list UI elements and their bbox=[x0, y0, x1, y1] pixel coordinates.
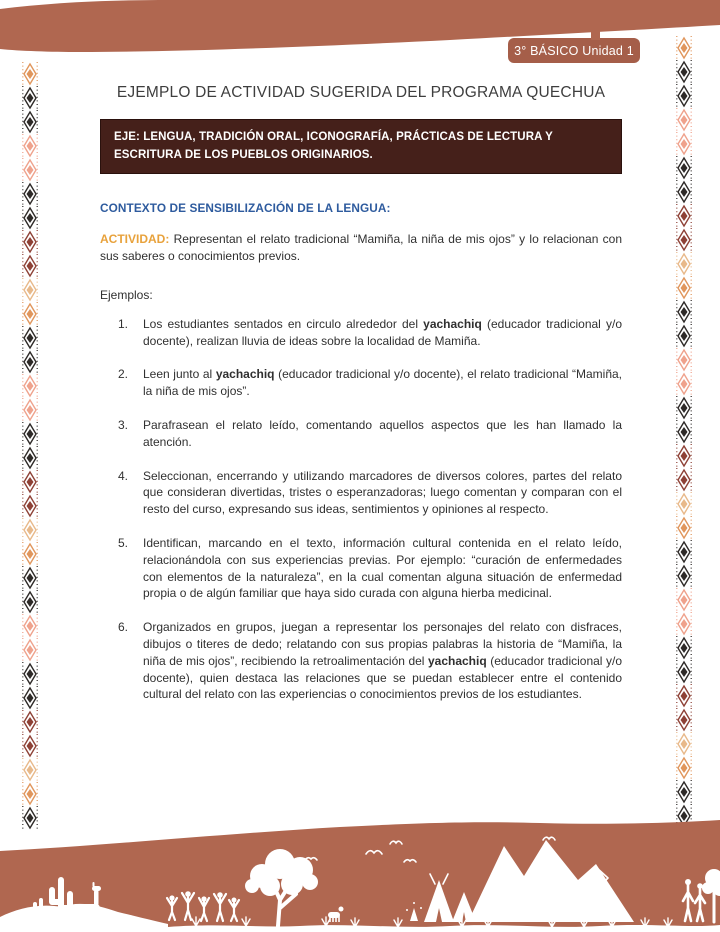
item-text: Organizados en grupos, juegan a representar los personajes del relato con disfraces, dibujos o titeres de dedo; relatando con sus propias palabras la historia de “Mamiña, la niña de mis ojos”, recibiendo la retroalimentación del yachachiq (educador tradicional y/o docente), quien destaca las relaciones que se puedan establecer entre el contenido cultural del relato con las experiencias o conocimientos previos de los estudiantes. bbox=[143, 620, 622, 702]
item-number: 3. bbox=[118, 417, 129, 432]
list-item bbox=[118, 316, 622, 350]
list-item bbox=[118, 535, 622, 602]
examples-label: Ejemplos: bbox=[100, 287, 153, 302]
examples-list bbox=[100, 316, 622, 703]
item-number: 4. bbox=[118, 468, 129, 483]
item-text: Seleccionan, encerrando y utilizando marcadores de diversos colores, partes del relato que consideran divertidas, tristes o esperanzadoras; luego comentan y comparan con el resto del curso, expresando sus ideas, sentimientos y opiniones al respecto. bbox=[143, 468, 622, 517]
footer-landscape-silhouette bbox=[0, 820, 720, 932]
item-number: 1. bbox=[118, 316, 129, 331]
page-title: EJEMPLO DE ACTIVIDAD SUGERIDA DEL PROGRAMA QUECHUA bbox=[116, 84, 606, 101]
activity-paragraph bbox=[100, 231, 622, 265]
eje-banner bbox=[100, 119, 622, 174]
unit-badge bbox=[508, 38, 640, 63]
unit-badge-label: 3° BÁSICO Unidad 1 bbox=[514, 43, 634, 58]
list-item bbox=[118, 468, 622, 518]
item-text: Leen junto al yachachiq (educador tradicional y/o docente), el relato tradicional “Mamiña, la niña de mis ojos”. bbox=[143, 367, 623, 399]
list-item bbox=[118, 417, 622, 451]
list-item bbox=[118, 619, 622, 703]
item-number: 2. bbox=[118, 367, 129, 382]
main-content bbox=[100, 84, 622, 720]
eje-banner-text: EJE: LENGUA, TRADICIÓN ORAL, ICONOGRAFÍA, PRÁCTICAS DE LECTURA Y ESCRITURA DE LOS PUEBLOS ORIGINARIOS. bbox=[114, 131, 553, 162]
item-text: Parafrasean el relato leído, comentando aquellos aspectos que les han llamado la atención. bbox=[143, 417, 622, 449]
activity-text: Representan el relato tradicional “Mamiña, la niña de mis ojos” y lo relacionan con sus saberes o conocimientos previos. bbox=[100, 231, 622, 263]
item-text: Los estudiantes sentados en circulo alrededor del yachachiq (educador tradicional y/o docente), realizan lluvia de ideas sobre la localidad de Mamiña. bbox=[143, 316, 622, 348]
left-border-ornament bbox=[22, 62, 38, 846]
item-number: 6. bbox=[118, 620, 129, 635]
item-number: 5. bbox=[118, 535, 129, 550]
item-text: Identifican, marcando en el texto, información cultural contenida en el relato leído, relacionándola con sus experiencias previas. Por ejemplo: “curación de enfermedades con elementos de la naturaleza”, en la cual comentan alguna situación de enfermedad propia o de algún familiar que haya sido curada con alguna hierba medicinal. bbox=[143, 535, 622, 601]
right-border-ornament bbox=[676, 36, 692, 824]
list-item bbox=[118, 366, 622, 400]
context-heading: CONTEXTO DE SENSIBILIZACIÓN DE LA LENGUA: bbox=[100, 200, 391, 215]
activity-label: ACTIVIDAD: bbox=[100, 231, 170, 246]
